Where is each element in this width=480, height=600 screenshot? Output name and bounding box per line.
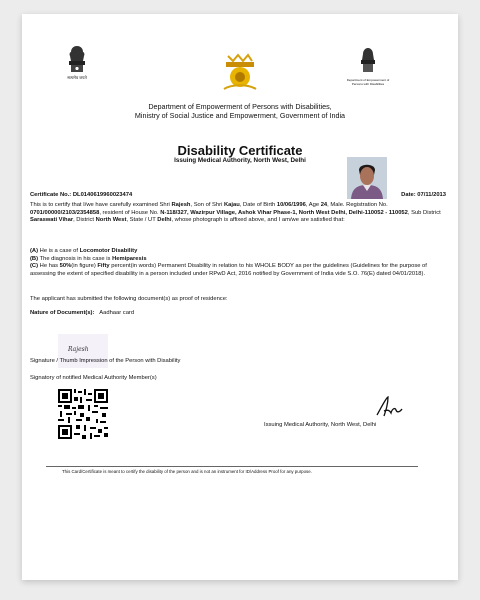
finding-c xyxy=(30,263,450,278)
certificate-title: Disability Certificate xyxy=(177,143,303,158)
certificate-page xyxy=(22,14,458,580)
certificate-number xyxy=(30,192,132,198)
accessible-india-logo xyxy=(218,52,262,97)
person-photo-icon xyxy=(347,157,387,199)
age-value: 24 xyxy=(320,202,328,208)
emblem-caption: सत्यमेव जयते xyxy=(67,75,87,80)
date-value: 07/11/2013 xyxy=(417,192,446,198)
nature-of-documents xyxy=(30,310,450,318)
text-segment: , District xyxy=(73,217,96,224)
disability-percent-words: Fifty xyxy=(97,263,110,270)
finding-b xyxy=(30,256,450,264)
national-emblem xyxy=(57,44,97,81)
text-segment: , Date of Birth xyxy=(239,202,277,208)
nature-value: Aadhaar card xyxy=(99,310,135,316)
applicant-name: Rajesh xyxy=(171,202,191,208)
authority-signature xyxy=(374,394,404,420)
registration-number: 0701/00000/2103/2354858 xyxy=(30,209,100,216)
issuing-authority-label: Issuing Medical Authority, North West, Delhi xyxy=(264,422,377,428)
text-segment: This is to certify that I/we have carefully examined Shri xyxy=(30,202,172,208)
department-line-1: Department of Empowerment of Persons with Disabilities, xyxy=(148,102,332,111)
finding-a-label: (A) xyxy=(30,248,39,254)
state-value: Delhi xyxy=(157,217,172,224)
department-logo-caption: Department of Empowerment of Persons with Disabilities xyxy=(346,78,390,86)
certification-paragraph xyxy=(30,202,450,225)
text-segment: , Age xyxy=(305,202,321,208)
department-heading xyxy=(22,102,458,120)
sub-district-value: Saraswati Vihar xyxy=(30,217,74,224)
disability-type: Locomotor Disability xyxy=(79,248,138,254)
certificate-number-label: Certificate No.: xyxy=(30,192,72,198)
footer-divider xyxy=(46,466,418,467)
nature-label: Nature of Document(s): xyxy=(30,310,95,316)
signature-label: Signature / Thumb Impression of the Person with Disability xyxy=(30,358,181,364)
certificate-subtitle: Issuing Medical Authority, North West, Delhi xyxy=(174,157,306,164)
text-segment: , Sub District xyxy=(407,209,441,216)
text-segment: (in figure) xyxy=(71,263,98,270)
ashoka-lions-icon xyxy=(66,44,88,74)
finding-a xyxy=(30,248,450,256)
district-value: North West xyxy=(95,217,127,224)
date-label: Date: xyxy=(401,192,416,198)
finding-b-label: (B) xyxy=(30,255,39,262)
department-line-2: Ministry of Social Justice and Empowerment, Government of India xyxy=(134,111,346,120)
certificate-date xyxy=(401,192,446,198)
applicant-photo xyxy=(347,157,387,199)
text-segment: , Male. Registration No. xyxy=(327,202,388,208)
finding-a-text: He is a case of xyxy=(38,248,80,254)
emblem-icon xyxy=(357,46,379,74)
father-name: Kajau xyxy=(223,202,240,208)
diagnosis-value: Hemiparesis xyxy=(112,255,147,262)
authority-signatory-label: Signatory of notified Medical Authority Member(s) xyxy=(30,375,157,381)
footer-disclaimer: This Card/Certificate is meant to certify the disability of the person and is not an instrument for ID/Address Proof for any purpose. xyxy=(62,469,312,474)
findings-list xyxy=(30,248,450,278)
text-segment: , resident of House No. xyxy=(99,209,161,216)
accessible-india-icon xyxy=(218,52,262,92)
documents-intro: The applicant has submitted the following document(s) as proof of residence: xyxy=(30,296,228,302)
text-segment: He has xyxy=(38,263,60,270)
date-of-birth: 10/06/1996 xyxy=(276,202,306,208)
text-segment: , State / UT xyxy=(126,217,158,224)
finding-c-label: (C) xyxy=(30,263,39,270)
text-segment: , Son of Shri xyxy=(190,202,224,208)
department-logo xyxy=(344,46,392,86)
finding-b-text: The diagnosis in his case is xyxy=(38,255,113,262)
address-value: N-118/327, Wazirpur Village, Ashok Vihar Phase-1, North West Delhi, Delhi-110052 - 110052 xyxy=(160,209,408,216)
qr-code-icon xyxy=(58,389,108,439)
disability-percent: 50% xyxy=(59,263,72,270)
certificate-number-value: DL0140619960023474 xyxy=(72,192,133,198)
text-segment: , whose photograph is affixed above, and I am/we are satisfied that: xyxy=(171,217,345,224)
text-segment: percent(in words) Permanent Disability in relation to his WHOLE BODY as per the guidelines (Guidelines for the purpose of assessing the extent of specified disability in a person included under RPwD Act, 2016 notified by Government of India vide S.O. 76(E) dated 04/01/2018). xyxy=(30,263,427,277)
applicant-signature-text: Rajesh xyxy=(68,346,89,353)
